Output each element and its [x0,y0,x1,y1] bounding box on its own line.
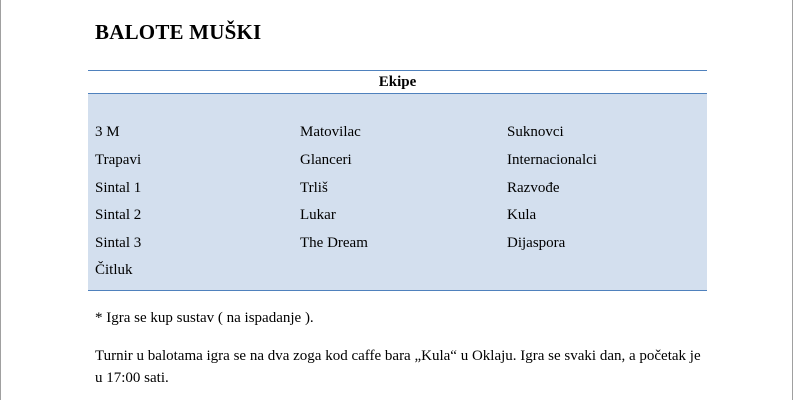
team-name: 3 M [95,124,120,140]
team-name: Kula [507,207,537,223]
tournament-info: Turnir u balotama igra se na dva zoga kod caffe bara „Kula“ u Oklaju. Igra se svaki dan, a početak je u 17:00 sati. [95,348,701,386]
teams-table [88,70,707,291]
team-name: Sintal 2 [95,207,142,223]
team-name: Čitluk [95,262,133,278]
team-name: Dijaspora [507,235,566,251]
team-name: Sintal 1 [95,180,142,196]
team-name: Lukar [300,207,336,223]
team-name: Internacionalci [507,152,597,168]
team-name: Glanceri [300,152,352,168]
team-name: Razvođe [507,180,560,196]
team-name: Suknovci [507,124,564,140]
team-name: Sintal 3 [95,235,142,251]
page-title: BALOTE MUŠKI [95,20,262,44]
table-body [88,94,707,290]
team-name: Matovilac [300,124,361,140]
team-name: Trliš [300,180,328,196]
team-name: The Dream [300,235,368,251]
format-note: * Igra se kup sustav ( na ispadanje ). [95,310,314,326]
table-header: Ekipe [88,71,707,94]
team-name: Trapavi [95,152,142,168]
